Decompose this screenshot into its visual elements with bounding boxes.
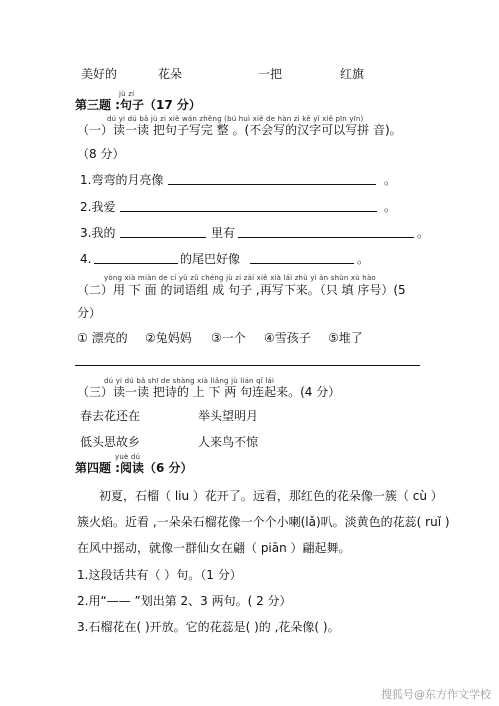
- sentence-3-mid: 里有: [211, 226, 236, 240]
- poem-line-1b: 举头望明月: [198, 409, 259, 423]
- poem-line-1a: 春去花还在: [80, 409, 141, 423]
- sentence-2-blank: [120, 211, 377, 212]
- passage-line-1: 初夏，石榴（ liu ）花开了。远看，那红色的花朵像一簇（ cù ）: [99, 489, 443, 503]
- sentence-1-end: 。: [384, 173, 397, 187]
- sentence-4-end: 。: [357, 252, 370, 266]
- word-1: 美好的: [81, 67, 118, 81]
- question-2: 2.用“—— ”划出第 2、3 两句。( 2 分）: [77, 594, 292, 608]
- part1-instruction: （一）读一读 把句子写完 整 。(不会写的汉字可以写拼 音)。: [77, 123, 402, 137]
- section4-title-pinyin: yuè dú: [115, 453, 141, 461]
- sentence-3-blank-1: [120, 237, 206, 238]
- sentence-3-start: 3.我的: [80, 226, 116, 240]
- passage-line-2: 簇火焰。近看 ,一朵朵石榴花像一个个小喇(lǎ)叭。淡黄色的花蕊( ruǐ ): [77, 515, 450, 529]
- word-4: 红旗: [340, 67, 365, 81]
- sentence-2-end: 。: [384, 200, 397, 214]
- poem-line-2a: 低头思故乡: [80, 435, 141, 449]
- question-1: 1.这段话共有（ ）句。（1 分）: [77, 568, 242, 582]
- section4-title: 第四题 :阅读（6 分）: [75, 461, 193, 475]
- sentence-4-blank-1: [94, 263, 178, 264]
- poem-line-2b: 人来鸟不惊: [198, 435, 259, 449]
- option-2: ②兔妈妈: [145, 331, 192, 345]
- sentence-4-start: 4.: [80, 252, 92, 266]
- part2-instruction-cont: 分）: [77, 306, 102, 320]
- part1-score: （8 分）: [77, 147, 125, 161]
- question-3: 3.石榴花在( )开放。它的花蕊是( )的 ,花朵像( )。: [77, 620, 340, 634]
- option-1: ① 漂亮的: [77, 331, 128, 345]
- word-2: 花朵: [158, 67, 183, 81]
- sentence-4-blank-2: [250, 263, 354, 264]
- sentence-3-blank-2: [238, 237, 414, 238]
- passage-line-3: 在风中摇动，就像一群仙女在翩（ piān ）翩起舞。: [77, 541, 351, 555]
- section3-title: 第三题 :句子（17 分）: [75, 98, 201, 112]
- sentence-1-start: 1.弯弯的月亮像: [80, 173, 164, 187]
- part2-instruction: （二）用 下 面 的词语组 成 句子 ,再写下来。（只 填 序号）(5: [77, 283, 406, 297]
- part1-pinyin: dú yi dú bǎ jù zi xiě wán zhěng (bú huì xiě de hàn zì kě yǐ xiě pīn yīn): [107, 115, 364, 123]
- part2-pinyin: yòng xià miàn de cí yǔ zǔ chéng jù zi zài xiě xià lái zhù yì àn shùn xù hào: [104, 274, 376, 282]
- part3-pinyin: dú yi dú bǎ shī de shàng xià liǎng jù lián qǐ lái: [104, 377, 275, 385]
- sentence-4-mid: 的尾巴好像: [180, 252, 241, 266]
- word-3: 一把: [258, 67, 283, 81]
- sentence-2-start: 2.我爱: [80, 200, 116, 214]
- option-3: ③一个: [211, 331, 246, 345]
- option-5: ⑤堆了: [328, 331, 363, 345]
- part3-instruction: （三）读一读 把诗的 上 下 两 句连起来。(4 分）: [77, 385, 341, 399]
- option-4: ④雪孩子: [264, 331, 311, 345]
- sentence-1-blank: [168, 184, 376, 185]
- watermark: 搜狐号@东方作文学校: [381, 688, 491, 701]
- sentence-3-end: 。: [417, 226, 430, 240]
- part2-answer-line: [75, 365, 420, 366]
- section3-title-pinyin: jù zi: [119, 90, 135, 98]
